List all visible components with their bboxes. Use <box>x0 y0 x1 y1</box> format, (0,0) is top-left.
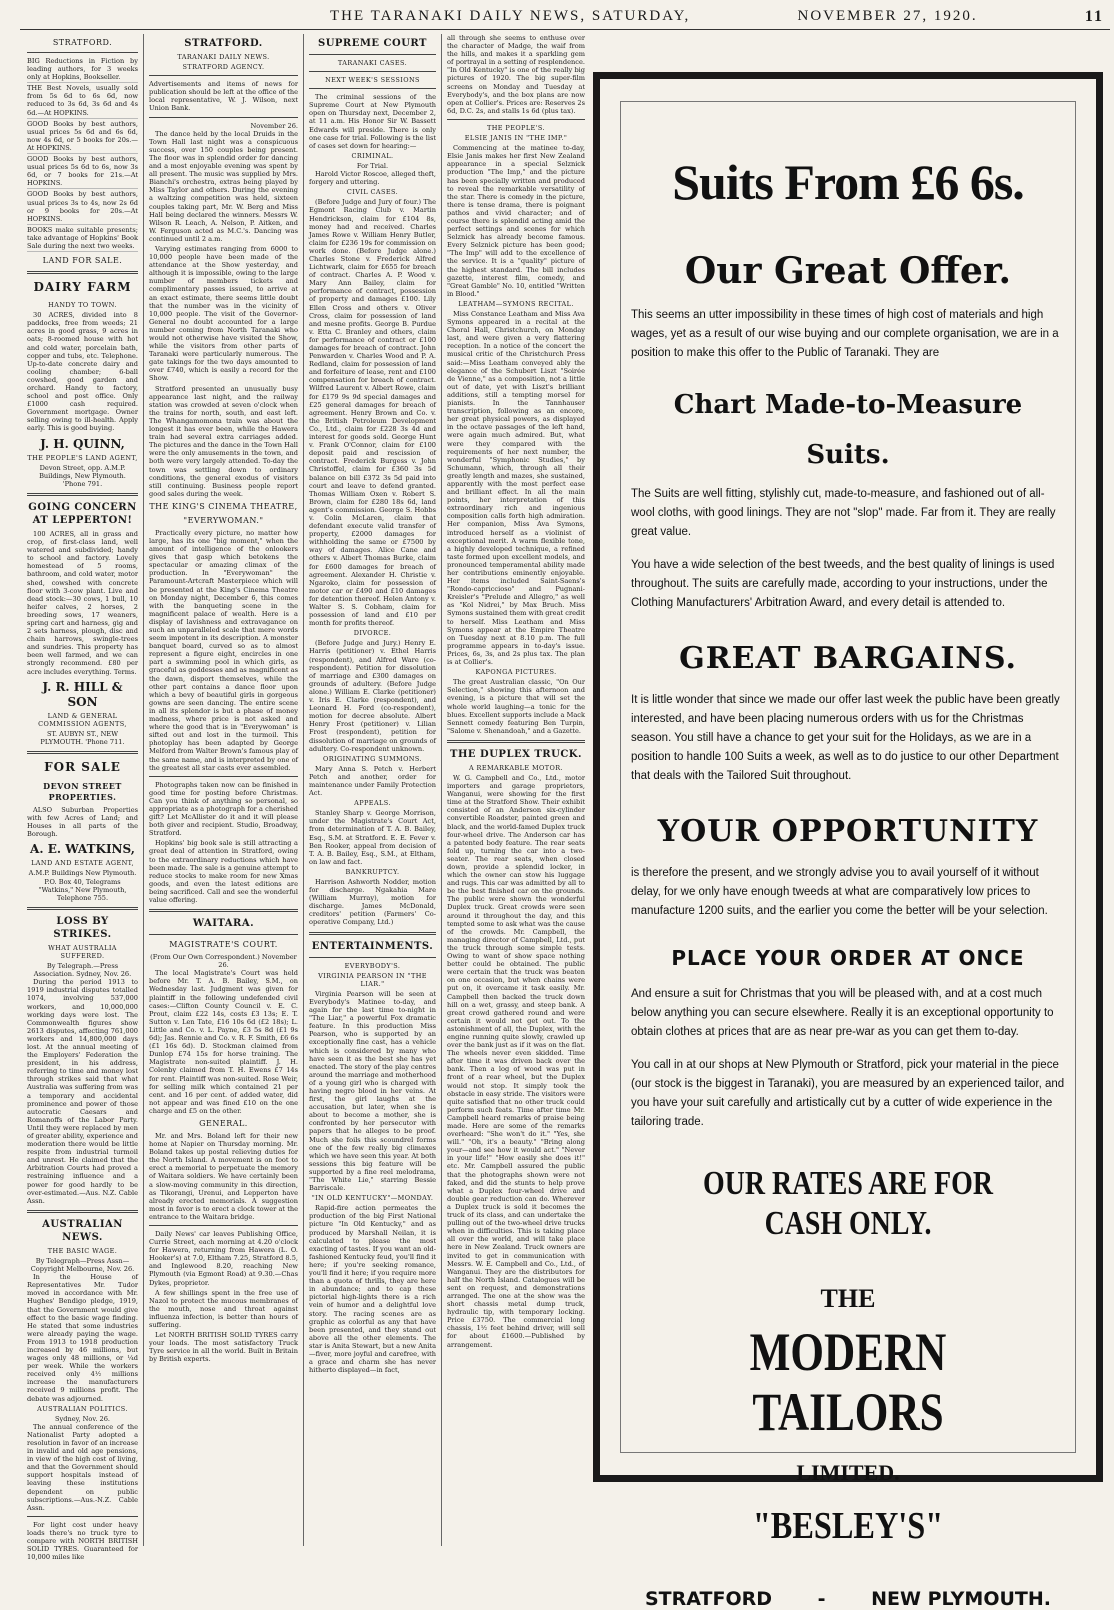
ad-para2: The Suits are well fitting, stylishly cut, made-to-measure, and fashioned out of all-wool cloths, with good linings. They are not "slop" made. Far from it. They are really great value. <box>631 488 1056 538</box>
ad-towns <box>631 1588 1065 1610</box>
appeals-heading: APPEALS. <box>354 799 391 808</box>
dairy-text: 30 ACRES, divided into 8 paddocks, free from weeds; 21 acres in good grass, 9 acres in oats; 8-roomed house with hot and cold water, porcelain bath, copper and tubs, etc. Telephone. Up-to-date concrete dairy and cooling chamber; 6-ball cowshed, good garden and orchard. Handy to factory, school and post office. Only £1000 cash required. Government mortgage. Owner selling owing to ill-health. Apply early. This is good buying. <box>27 311 138 433</box>
watkins-box: P.O. Box 40, Telegrams "Watkins," New Plymouth, Telephone 755. <box>38 877 127 902</box>
wage-heading: THE BASIC WAGE. <box>47 1246 118 1255</box>
recital-heading: LEATHAM—SYMONS RECITAL. <box>458 299 574 308</box>
heading-for-sale: FOR SALE <box>44 760 121 774</box>
ad-opportunity: YOUR OPPORTUNITY <box>657 814 1039 849</box>
small-ad: GOOD Books by best authors, usual prices 5s 6d to 6s, now 3s 6d, or 7 books for 21s.—At HOPKINS. <box>27 155 138 189</box>
col2-dateline: November 26. <box>250 121 298 130</box>
heading-magistrates-court: MAGISTRATE'S COURT. <box>169 940 278 950</box>
dairy-sub: HANDY TO TOWN. <box>48 301 117 310</box>
court-intro: The criminal sessions of the Supreme Court at New Plymouth open on Thursday next, December 2, at 11 a.m. His Honor Sir W. Bassett Edwards will preside. There is only one case for trial. Following is the list of cases set down for hearing:— <box>309 93 436 150</box>
heading-supreme-court: SUPREME COURT <box>317 38 428 49</box>
motor-heading: A REMARKABLE MOTOR. <box>468 763 564 772</box>
criminal-heading: CRIMINAL. <box>351 151 394 160</box>
divorce-heading: DIVORCE. <box>353 629 392 638</box>
heading-lepperton: GOING CONCERN AT LEPPERTON! <box>28 501 137 526</box>
show-text: Varying estimates ranging from 6000 to 10,000 people have been made of the attendance at the Show yesterday, and although it is impossible, owing to the large number of members tickets and complimentary passes issued, to arrive at an exact estimate, there seems little doubt that the number was in the vicinity of 10,000 people. The visit of the Governor-General no doubt accounted for a large number coming from North Taranaki who would not otherwise have visited the Show, while the visitors from other parts of Taranaki were particularly numerous. The gate takings for the two days amounted to over £740, which is easily a record for the Show. <box>149 244 298 383</box>
tyre-text: For light cost under heavy loads there's no truck tyre to compare with NORTH BRITISH SOLID TYRES. Guaranteed for 10,000 miles like <box>27 1520 138 1562</box>
heading-everywoman: "EVERYWOMAN." <box>183 515 264 525</box>
ad-para7: You call in at our shops at New Plymouth or Stratford, pick your material in the piece (our stock is the biggest in Taranaki), you are measured by an experienced tailor, and you have your suit carefully and artistically cut by a cutter of wide experience in the tailoring trade. <box>631 1059 1065 1128</box>
quinn-sub: THE PEOPLE'S LAND AGENT, <box>27 453 138 462</box>
divorce-text: (Before Judge and Jury.) Henry E. Harris (petitioner) v. Ethel Harris (respondent), and Alfred Ware (co-respondent). Petition for dissolution of marriage and £300 damages on grounds of adultery. (Before Judge alone.) William E. Clarke (petitioner) v. Iris E. Clarke (respondent), and Leonard H. Ford (co-respondent), motion for decree absolute. Albert Henry Frost (petitioner) v. Lilian Frost (respondent), petition for dissolution of marriage on grounds of adultery. Co-respondent unknown. <box>309 639 436 753</box>
devon-text: ALSO Suburban Properties with few Acres of Land; and Houses in all parts of the Borough. <box>27 806 138 839</box>
heading-dairy-farm: DAIRY FARM <box>33 280 132 295</box>
col4-intro: all through she seems to enthuse over the character of Madge, the waif from the hills, and makes it a sparkling gem of portrayal in a setting of resplendence. "In Old Kentucky" is one of the really big pictures of 1920. The big super-film screens on Monday and Tuesday at Everybody's, and the box plans are now open at Collier's. Prices are: Reserves 2s 6d, D.C. 2s, and stalls 1s 6d (plus tax). <box>447 34 585 115</box>
small-ad: GOOD Books by best authors, usual prices 3s to 4s, now 2s 6d or 9 books for 20s.—At HOPKINS. <box>27 190 138 224</box>
small-ad: BOOKS make suitable presents; take advantage of Hopkins' Book Sale during the next two weeks. <box>27 226 138 252</box>
tailor-advertisement <box>593 72 1103 1610</box>
everybodys-heading: EVERYBODY'S. <box>344 961 401 970</box>
summons-text: Mary Anna S. Petch v. Herbert Petch and another, order for maintenance under Family Protection Act. <box>309 764 436 798</box>
ad-para6: And ensure a suit for Christmas that you will be pleased with, and at a cost much below anything you can secure elsewhere. Really it is an exceptional opportunity to obtain clothes at prices that are as near pre-war as you can get them to-day. <box>631 988 1054 1038</box>
ad-company: MODERN TAILORS <box>749 1322 947 1442</box>
heading-stratford-2: STRATFORD. <box>184 38 263 49</box>
hill-address: ST. AUBYN ST., NEW PLYMOUTH. 'Phone 711. <box>40 729 125 746</box>
bankruptcy-heading: BANKRUPTCY. <box>345 867 400 876</box>
politics-dateline: Sydney, Nov. 26. <box>54 1414 110 1423</box>
heading-general: GENERAL. <box>199 1118 248 1128</box>
ad-para4: It is little wonder that since we made our offer last week the public have been greatly interested, and have been placing numerous orders with us for the Christmas season. You still have a chance to get your suit for the Holidays, as we are in a position to handle 100 Suits a week, as well as to do justice to our other Department that deals with the Tailored Suit throughout. <box>631 694 1060 782</box>
ad-town-new-plymouth: NEW PLYMOUTH. <box>871 1588 1051 1610</box>
hopkins-text: Hopkins' big book sale is still attracting a great deal of attention in Stratford, owing to the extraordinary reductions which have been made. The sale is a genuine attempt to reduce stocks to make room for new Xmas goods, and even the latest editions are being sacrificed. Call and see the wonderful value offering. <box>149 839 298 904</box>
sessions-heading: NEXT WEEK'S SESSIONS <box>325 76 420 85</box>
watkins-sub: LAND AND ESTATE AGENT, <box>31 859 134 868</box>
politics-heading: AUSTRALIAN POLITICS. <box>37 1404 128 1413</box>
ad-limited: LIMITED. <box>796 1460 900 1485</box>
photo-text: Photographs taken now can be finished in good time for posting before Christmas. Can you think of anything so personal, so appropriate as a photograph for a cherished gift? Let McAllister do it and it will please both giver and recipient. Studio, Broadway, Stratford. <box>149 780 298 838</box>
kentucky-text: Rapid-fire action permeates the production of the big First National picture "In Old Kentucky," and as produced by Marshall Neilan, it is calculated to please the most exacting of tastes. If you want an old-fashioned Kentucky feud, you'll find it here; if you're seeking romance, you'll find it here; if you require more than a quota of thrills, they are here in abundance; and to cap these pictorial high-lights there is a rich vein of humor and a delightful love story. The racing scenes are as graphic as colorful as any that have been presented, and they stand out above all the other elements. The star is Anita Stewart, but a new Anita—fiver, more joyful and carefree, with a grace and charm she has never hitherto displayed—in fact, <box>309 1204 436 1375</box>
criminal-text: Harold Victor Roscoe, alleged theft, forgery and uttering. <box>309 170 436 187</box>
ad-suits: Suits. <box>806 440 890 470</box>
everywoman-text: Practically every picture, no matter how large, has its one "big moment," when the amount of intelligence of the onlookers gives that gasp which betokens the spectacular or amazing climax of the production. In "Everywoman" the Paramount-Artcraft Masterpiece which will be presented at the King's Cinema Theatre on Monday night, December 6, this comes with the banqueting scene in the magnificent palace of wealth. Here is a display of lavishness and extravagance on such an unparalleled scale that mere words seem impotent in its description. A monster banquet board, curved so as to almost represent a figure eight, encircles in one part a swimming pool in which girls, as graceful as goddesses and as magnificent as the dawn, disport themselves, while the other part contains a dance floor upon which a bevy of beautiful girls in gorgeous gowns are seen dancing. The entire scene in all its splendor is but a phase of money madness, where price is not asked and where the good that is in "Everywoman" is sifted out and lost in the turmoil. This photoplay has been adapted by George Melford from Walter Brown's famous play of the same name, and is interpreted by one of the greatest all star casts ever assembled. <box>149 528 298 772</box>
column-4 <box>442 34 590 1546</box>
general-text: Mr. and Mrs. Boland left for their new home at Napier on Thursday morning. Mr. Boland takes up postal relieving duties for the North Island. A movement is on foot to erect a memorial to perpetuate the memory of Waitara soldiers. We have certainly been a slow-moving community in this direction, as Tikorangi, Urenui, and Lepperton have already erected memorials. A suggestion most in favor is to erect a clock tower at the entrance to the Waitara bridge. <box>149 1131 298 1221</box>
heading-duplex-truck: THE DUPLEX TRUCK. <box>450 748 582 760</box>
stratford-text: Stratford presented an unusually busy appearance last night, and the railway station was crowded at seven o'clock when the trains for north, south, and east left. The Whangamomona train was about the longest it has ever been, while the Hawera train had several extra carriages added. The pictures and the dance in the Town Hall were the only amusements in the town, and both were very largely attended. To-day the town was settling down to ordinary conditions, the general exodus of visitors still continuing. Business people report good sales during the week. <box>149 384 298 498</box>
masthead <box>20 4 1110 30</box>
ad-offer: Our Great Offer. <box>684 250 1012 292</box>
column-1 <box>22 34 144 1562</box>
lepperton-text: 100 ACRES, all in grass and crop, of first-class land, well watered and subdivided; handy to school and factory. Lovely homestead of 5 rooms, bathroom, and cold water, motor shed, cowshed with concrete floor with 3-cow plant. Live and dead stock:—30 cows, 1 bull, 10 heifer calves, 2 horses, 2 breeding sows, 17 weaners, spring cart and harness, gig and 2 sets harness, plough, disc and chain harrows, swingle-trees and sundries. This property has been well farmed, and we can strongly recommend. £80 per acre includes everything. Terms. <box>27 529 138 676</box>
heading-devon-street: DEVON STREET PROPERTIES. <box>43 781 122 802</box>
heading-waitara: WAITARA. <box>192 918 255 930</box>
strikes-dateline: By Telegraph.—Press Association. Sydney, Nov. 26. <box>33 962 132 979</box>
tyres-text: Let NORTH BRITISH SOLID TYRES carry your loads. The most satisfactory Truck Tyre service in all the world. Built in Britain by British experts. <box>149 1331 298 1364</box>
strikes-text: During the period 1913 to 1919 industrial disputes totalled 1074, involving 537,000 workers, and 10,000,000 working days were lost. The Commonwealth figures show 2613 disputes, affecting 761,000 workers and 14,800,000 days lost. At the annual meeting of the Employers' Federation the president, in his address, referring to time and money lost through strikes said that what Australia was suffering from was a temporary and accidental prominence and power of those autocratic Caesars and Romanoffs of the Labor Party. Until they were replaced by men of greater ability, experience and moderation there would be little respite from industrial turmoil and unrest. He claimed that the Arbitration Courts had proved a restraining influence and a power for good hardly to be over-estimated.—Aus. N.Z. Cable Assn. <box>27 978 138 1205</box>
hill-name: J. R. HILL & SON <box>42 679 123 709</box>
imp-heading: ELSIE JANIS IN "THE IMP." <box>464 134 568 143</box>
small-ad: THE Best Novels, usually sold from 5s 6d to 6s 6d, now reduced to 3s 6d, 3s 6d and 4s 6d.—At HOPKINS. <box>27 84 138 118</box>
appeals-text: Stanley Sharp v. George Morrison, under the Magistrate's Court Act, from determination of T. A. B. Bailey, Esq., S.M. at Stratford. E. E. Fever v. Ben Rooker, appeal from decision of T. A. B. Bailey, Esq., S.M., at Eltham, on law and fact. <box>309 809 436 866</box>
kaponga-heading: KAPONGA PICTURES. <box>475 668 557 677</box>
small-ad: BIG Reductions in Fiction by leading authors, for 3 weeks only at Hopkins, Bookseller. <box>27 57 138 83</box>
truck-text: W. G. Campbell and Co., Ltd., motor importers and garage proprietors, Wanganui, were showing for the first time at the Stratford Show. Their exhibit consisted of an Anderson six-cylinder convertible Roadster, painted green and black, and the world-famed Duplex truck four-wheel drive. The Anderson car has a patented body feature. The rear seats fold up, turning the car into a two-seater. The rear seats, when closed down, provide a splendid locker, in which the owner can stow his luggage and rugs. This car was admitted by all to be the best finished car on the grounds. The public were shown the wonderful Duplex truck. Great crowds were seen around it throughout the day, and this tempted some to ask what was the cause of the crowds. Mr. Campbell, the managing director of Campbell, Ltd., put the truck through some simple tests. Owing to want of show space nothing better could be obtained. The public were certain that the truck was beaten on one occasion, but when chains were put on, it overcame it task easily. Mr. Campbell then backed the truck down hill on a wet, grassy, and steep bank. A great crowd gathered round and were certain it would not get out. To the astonishment of all, the Duplex, with the engine running quite slowly, crawled up over the bank just as if it was on the flat. The wheels never even skidded. Time after time it was driven back over the bank. Then a log of wood was put in front of a rear wheel, but the Duplex would not stop. It simply took the obstacle in easy stride. The visitors were quite satisfied that no other truck could perform such feats. Time after time Mr. Campbell heard remarks of praise being made. Here are some of the remarks overheard: "She won't do it." "Yes, she will." "Oh, it's a beauty." "Bring along your—and see how it would act." "Never in your life!" "How easily she does it!" etc. Mr. Campbell assured the public that the photographs shown were not faked, and did the stunts to help prove what a Duplex four-wheel drive and double gear reduction can do. Wherever a Duplex truck is sold it becomes the truck of its class, and can undertake the pulling out of the two-wheel drive trucks when in difficulties. This is taking place all over the world, and will take place here in New Zealand. Truck owners are invited to get in communication with Messrs. W. E. Campbell and Co., Ltd., of Wanganui. They are the distributors for half the North Island. Catalogues will be sent on request, and demonstrations arranged. The one at the show was the short chassis metal dump truck, hydraulic tip, with temporary locking. Price £3750. The commercial long chassis, 1½ feet behind driver, will sell for about £1600.—Published by arrangement. <box>447 773 585 1349</box>
ad-bargains: GREAT BARGAINS. <box>679 641 1017 676</box>
heading-entertainments: ENTERTAINMENTS. <box>311 940 434 952</box>
hill-sub: LAND & GENERAL COMMISSION AGENTS, <box>38 711 127 728</box>
strikes-sub: WHAT AUSTRALIA SUFFERED. <box>48 943 117 960</box>
ad-para3: You have a wide selection of the best tweeds, and the best quality of linings is used throughout. The suits are carefully made, according to your instructions, under the Clothing Manufacturers' Arbitration Award, and every detail is attended to. <box>631 559 1055 609</box>
masthead-date: NOVEMBER 27, 1920. <box>797 8 978 24</box>
liar-heading: VIRGINIA PEARSON IN "THE LIAR." <box>318 971 427 988</box>
agency-notice: Advertisements and items of news for publication should be left at the office of the local representative, W. J. Wilson, next Union Bank. <box>149 80 298 113</box>
ad-para5: is therefore the present, and we strongly advise you to avail yourself of it without delay, for we only have enough tweeds at what are comparatively low prices to manufacture 1200 suits, and the earlier you come the better will be your selection. <box>631 867 1048 917</box>
quinn-name: J. H. QUINN, <box>40 436 125 451</box>
magistrate-dateline: (From Our Own Correspondent.) November 26. <box>150 953 297 970</box>
col2-sub1: TARANAKI DAILY NEWS. <box>177 53 270 61</box>
kentucky-heading: "IN OLD KENTUCKY"—MONDAY. <box>311 1194 434 1203</box>
column-3 <box>304 34 442 1546</box>
peoples-heading: THE PEOPLE'S. <box>487 123 545 132</box>
page-number: 11 <box>1084 7 1104 25</box>
heading-kings-cinema: THE KING'S CINEMA THEATRE, <box>149 501 298 511</box>
ad-dash: - <box>817 1588 826 1610</box>
quinn-address: Devon Street, opp. A.M.P. Buildings, New Plymouth. 'Phone 791. <box>39 463 126 488</box>
ad-headline: Suits From £6 6s. <box>672 154 1024 210</box>
col2-sub2: STRATFORD AGENCY. <box>182 63 265 72</box>
dance-text: The dance held by the local Druids in the Town Hall last night was a conspicuous success, over 150 couples being present. The floor was in splendid order for dancing and a most enjoyable evening was spent by all present. The music was supplied by Mrs. Bianchi's orchestra, extras being played by Miss Taylor and others. During the evening a waltzing competition was held, sixteen couples taking part, Mr. W. Berg and Miss Hall being declared the winners. Messrs W. Wilson R. Leach, A. Nelson, P. Aitken, and W. Ferguson acted as M.C.'s. Dancing was continued until 2 a.m. <box>149 129 298 243</box>
politics-text: The annual conference of the Nationalist Party adopted a resolution in favor of an increase in invalid and old age pensions, in view of the high cost of living, and that the Government should support hospitals instead of leaving these institutions dependent on public subscriptions.—Aus.-N.Z. Cable Assn. <box>27 1422 138 1512</box>
wage-dateline: By Telegraph—Press Assn—Copyright Melbourne, Nov. 26. <box>30 1256 135 1274</box>
liar-text: Virginia Pearson will be seen at Everybody's Matinee to-day, and again for the last time to-night in "The Liar," a powerful Fox dramatic feature. In this production Miss Pearson, who is supported by an exceptionally fine cast, has a vehicle which is considered by many who have seen it as the best she has yet enacted. The story of the play centres around the marriage and motherhood of a young girl who is charged with having negro blood in her veins. At first, the girl laughs at the accusation, but later, when she is about to become a mother, she is confronted by her persecutor with papers that he alleges to be proof. Much she foils this scoundrel forms one of the few really big climaxes which we have seen this year. At both sessions this big feature will be supported by a fine reel melodrama, "The White Lie," starring Bessie Barriscale. <box>309 989 436 1193</box>
magistrate-text: The local Magistrate's Court was held before Mr. T. A. B. Bailey, S.M., on Wednesday last. Judgment was given for plaintiff in the following undefended civil cases:—Clifton County Council v. E. C. Prout, claim £22 14s, costs £3 13s; E. T. Sutton v. Len Tate, £16 10s 6d (£2 18s); L. Little and Co. v. L. Payne, £3 5s 8d (£1 9s 6d); Jas. Rennie and Co. v. R. F. Smith, £6 6s (£1 16s 6d). D. Stockman claimed from Dunlop £74 15s for horse training. The Magistrate non-suited plaintiff. J. H. Colenby claimed from T. H. Ewens £7 14s for rent. Plaintiff was non-suited. Rose Weir, for selling milk which contained 21 per cent. and 16 per cent. of added water, did not appear and was fined £10 on the one charge and £5 on the other. <box>149 969 298 1115</box>
heading-stratford: STRATFORD. <box>52 38 113 47</box>
for-trial: For Trial. <box>356 161 389 170</box>
ad-the: THE <box>820 1284 876 1313</box>
heading-land-for-sale: LAND FOR SALE. <box>42 256 123 266</box>
ad-besley: "BESLEY'S" <box>752 1505 944 1547</box>
recital-text: Miss Constance Leatham and Miss Ava Symons appeared in a recital at the Choral Hall, Christchurch, on Monday last, and were given a very flattering reception. In a notice of the concert the musical critic of the Christchurch Press said:—Miss Leatham conveyed ably the elegance of the Schubert Liszt "Soirée de Vienne," as a composition, not a little out of date, yet with Liszt's brilliant additions, still a tempting morsel for pianists. In the Tannhauser transcription, following as an encore, her great physical powers, as displayed in the octave passages of the left hand, were again much admired. But, what were they compared with the requirements of her next number, the wonderful "Symphonic Studies," by Schumann, which, through all their greatly length and mazes, she sustained, apparently with the most perfect ease and brilliant effect. In all the main points, her interpretation of this extraordinary rich and ingenious composition calls forth high admiration. Her companion, Miss Ava Symons, introduced herself as a violinist of exceptional merit. A warm flexible tone, a highly developed technique, a refined taste formed upon excellent models, and pronounced temperamental ability made her contributions eminently enjoyable. Her items included Saint-Saens's "Rondo-capriccioso" and Pugnani-Kreisler's "Prelude and Allegro," as well as "Kol Nidrei," by Max Bruch. Miss Symons sustained them with great credit to herself. Miss Leatham and Miss Symons appear at the Empire Theatre on Tuesday next at 8.10 p.m. The full programme appears in to-day's issue. Prices, 6s, 3s, and 2s plus tax. The plan is at Collier's. <box>447 310 585 667</box>
watkins-address: A.M.P. Buildings New Plymouth. <box>28 869 137 878</box>
wage-text: In the House of Representatives Mr. Tudor moved in accordance with Mr. Hughes' Bendigo pledge, 1919, that the Government would give effect to the basic wage finding. He stated that some industries were already paying the wage. From 1913 to 1918 production increased by 46 millions, but wages only 48 millions, or ¼d per week. While the workers received only 4½ millions increase the manufacturers received 9 millions profit. The debate was adjourned. <box>27 1273 138 1403</box>
column-2 <box>144 34 304 1546</box>
heading-australian-news: AUSTRALIAN NEWS. <box>42 1218 123 1243</box>
civil-text: (Before Judge and Jury of four.) The Egmont Racing Club v. Martin Hendrickson, claim for £104 8s, money had and received. Charles James Rowe v. William Henry Butler, claim for £236 19s for commission on work done. (Before Judge alone.) Charles Stone v. Frederick Alfred Lichtwark, claim for £655 for breach of contract. Charles A. P. Wood v. Mary Ann Bailey, claim for performance of contract, possession of property and damages £100. Lily Ellen Cross and others v. Oliver Cross, claim for possession of land and mesne profits. George B. Purdue v. Etta C. Branley and others, claim for performance of contract or £100 damages for breach of contract. John Penwarden v. Charles Wood and P. A. Redland, claim for possession of land and forfeiture of lease, rent and £100 compensation for breach of contract. Wilfred Laurent v. Albert Rowe, claim for £179 9s 9d special damages and £25 general damages for breach of agreement. Henry Brown and Co. v. the British Petroleum Development Co., Ltd., claim for £228 3s 4d and interest for goods sold. George Hunt v. Frank O'Connor, claim for £100 deposit paid and rescission of contract. Frederick Burgess v. John Christoffel, claim for £360 3s 5d balance on bill £372 3s 5d paid into court and leave to defend granted. Thomas William Oxen v. Robert S. Brown, claim for £280 18s 6d, land agent's commission. George S. Hobbs v. Colin McLaren, claim that defendant execute valid transfer of property, £2000 damages for withholding the same or £7500 by way of damages. Alice Cane and others v. Albert Thomas Burke, claim for £600 damages for breach of agreement. Alexander H. Christie v. Ngaroko, claim for possession of motor car or £490 and £10 damages for detention thereof. Helen Antony v. Walter S. S. Cobham, claim for possession of land and £10 per month for profits thereof. <box>309 198 436 628</box>
nazol-text: A few shillings spent in the free use of Nazol to protect the mucous membranes of the mouth, nose and throat against influenza infection, is better than hours of suffering. <box>149 1288 298 1330</box>
supreme-sub: TARANAKI CASES. <box>337 59 408 67</box>
watkins-name: A. E. WATKINS, <box>30 842 135 857</box>
ad-town-stratford: STRATFORD <box>645 1588 772 1610</box>
heading-loss-by-strikes: LOSS BY STRIKES. <box>53 915 112 940</box>
summons-heading: ORIGINATING SUMMONS. <box>323 754 422 763</box>
ad-cash: OUR RATES ARE FOR CASH ONLY. <box>703 1165 993 1242</box>
ad-para1: This seems an utter impossibility in these times of high cost of materials and high wages, yet as a result of our wise buying and our complete organisation, we are in a position to make this offer to the Public of Taranaki. They are <box>631 309 1059 359</box>
ad-chart: Chart Made-to-Measure <box>673 390 1023 420</box>
civil-heading: CIVIL CASES. <box>346 188 399 197</box>
bankruptcy-text: Harrison Ashworth Nodder, motion for discharge. Ngakahia Mare (William Murray), motion for discharge. James McDonald, creditors' petition (Farmers' Co-operative Company, Ltd.) <box>309 878 436 927</box>
imp-text: Commencing at the matinee to-day, Elsie Janis makes her first New Zealand appearance in a special Selznick production "The Imp," and the picture has been specially written and produced to reveal the remarkable versatility of the star. There is comedy in the picture, there is tense drama, there is poignant pathos and vivid character; and of course there is splendid acting amid the perfect settings and scenes for which Selznick has already become famous. Every Selznick picture has been good; "The Imp" will add to the excellence of the service. It is a "quality" picture of the highest standard. The bill includes gazette, interest film, comedy, and "Great Gamble" No. 10, entitled "Written in Blood." <box>447 144 585 298</box>
daily-news-text: Daily News' car leaves Publishing Office, Currie Street, each morning at 4.20 o'clock for Hawera, returning from Hawera (L. O. Hooker's) at 7.0, Eltham 7.25, Stratford 8.5, and Inglewood 8.20, reaching New Plymouth (via Egmont Road) at 9.30.—Chas Dykes, proprietor. <box>149 1230 298 1287</box>
small-ad: GOOD Books by best authors, usual prices 5s 6d and 6s 6d, now 4s 6d, or 5 books for 20s.—At HOPKINS. <box>27 120 138 154</box>
kaponga-text: The great Australian classic, "On Our Selection," showing this afternoon and evening, is a picture that will set the whole world laughing—a tonic for the blues. Excellent supports include a Mack Sennett comedy featuring Ben Turpin, "Salome v. Shenandoah," and a Gazette. <box>447 678 585 735</box>
ad-order: PLACE YOUR ORDER AT ONCE <box>671 946 1025 970</box>
masthead-title: THE TARANAKI DAILY NEWS, SATURDAY, <box>330 8 691 24</box>
